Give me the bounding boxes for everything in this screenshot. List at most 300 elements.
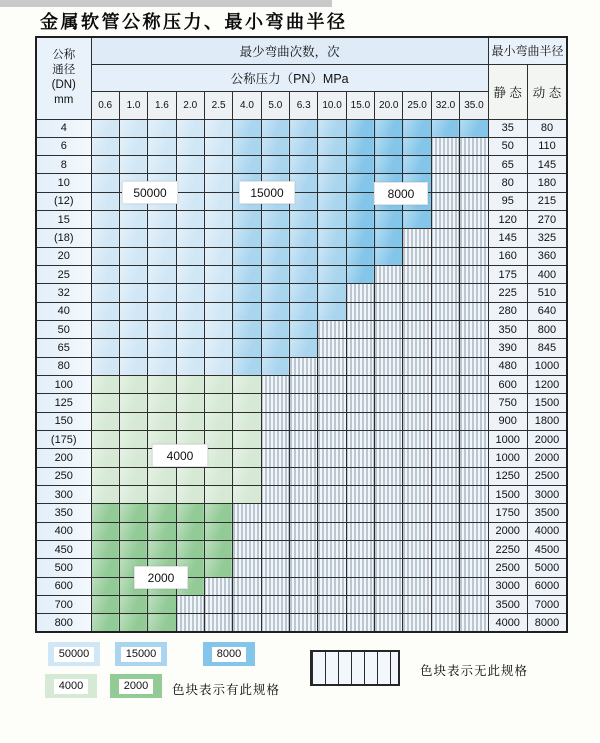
legend-swatch-8000 <box>203 642 255 666</box>
table-row <box>36 302 567 320</box>
dynamic-value-cell: 800 <box>527 321 567 339</box>
table-row <box>36 156 567 174</box>
cell-spec <box>318 156 346 174</box>
cycle-count-label-8000: 8000 <box>374 182 428 205</box>
cell-spec <box>346 192 374 210</box>
cell-spec <box>403 137 431 155</box>
cell-no-spec <box>403 449 431 467</box>
cell-spec <box>176 486 204 504</box>
cell-spec <box>346 211 374 229</box>
cell-spec <box>148 302 176 320</box>
cell-spec <box>261 137 289 155</box>
cell-no-spec <box>346 302 374 320</box>
dn-cell: 400 <box>36 522 91 540</box>
dn-cell: (12) <box>36 192 91 210</box>
cell-spec <box>91 229 119 247</box>
cell-no-spec <box>318 394 346 412</box>
cell-spec <box>318 284 346 302</box>
cell-no-spec <box>290 412 318 430</box>
cell-spec <box>233 266 261 284</box>
table-row <box>36 522 567 540</box>
cell-no-spec <box>460 302 489 320</box>
cell-spec <box>119 431 147 449</box>
cell-no-spec <box>460 504 489 522</box>
cell-no-spec <box>431 467 459 485</box>
cell-spec <box>233 284 261 302</box>
cell-no-spec <box>431 522 459 540</box>
cell-spec <box>148 211 176 229</box>
dn-header-line: 公称 <box>52 49 76 62</box>
pressure-col-header: 5.0 <box>261 91 289 119</box>
cell-no-spec <box>261 376 289 394</box>
cell-spec <box>176 137 204 155</box>
cell-spec <box>204 247 232 265</box>
table-row <box>36 486 567 504</box>
cell-no-spec <box>375 394 403 412</box>
cell-no-spec <box>403 302 431 320</box>
cell-no-spec <box>346 376 374 394</box>
cell-spec <box>318 266 346 284</box>
static-value-cell: 390 <box>488 339 527 357</box>
static-value-cell: 160 <box>488 247 527 265</box>
cell-spec <box>176 522 204 540</box>
cell-spec <box>91 522 119 540</box>
table-row <box>36 412 567 430</box>
cell-spec <box>91 504 119 522</box>
cell-no-spec <box>346 284 374 302</box>
cell-spec <box>119 376 147 394</box>
dynamic-value-cell: 80 <box>527 119 567 137</box>
cell-spec <box>261 119 289 137</box>
cell-no-spec <box>261 614 289 632</box>
pressure-col-header: 25.0 <box>403 91 431 119</box>
cell-no-spec <box>233 577 261 595</box>
legend-label: 15000 <box>121 647 162 662</box>
pressure-header: 公称压力（PN）MPa <box>91 64 488 91</box>
cell-no-spec <box>375 412 403 430</box>
cell-no-spec <box>431 266 459 284</box>
cell-spec <box>233 229 261 247</box>
cell-no-spec <box>261 559 289 577</box>
table-row <box>36 596 567 614</box>
cell-spec <box>204 302 232 320</box>
cell-spec <box>346 266 374 284</box>
cell-no-spec <box>290 522 318 540</box>
cell-spec <box>346 247 374 265</box>
table-row <box>36 376 567 394</box>
cell-no-spec <box>403 394 431 412</box>
cell-spec <box>176 211 204 229</box>
static-value-cell: 350 <box>488 321 527 339</box>
legend-swatch-2000 <box>110 674 162 698</box>
table-row <box>36 211 567 229</box>
dn-cell: 600 <box>36 577 91 595</box>
table-row <box>36 577 567 595</box>
table-row <box>36 247 567 265</box>
cell-no-spec <box>403 321 431 339</box>
cell-spec <box>148 596 176 614</box>
cell-no-spec <box>318 614 346 632</box>
cell-no-spec <box>460 431 489 449</box>
cell-no-spec <box>431 614 459 632</box>
dynamic-value-cell: 5000 <box>527 559 567 577</box>
dynamic-value-cell: 2000 <box>527 449 567 467</box>
pressure-col-header: 1.6 <box>148 91 176 119</box>
cell-spec <box>119 137 147 155</box>
cell-no-spec <box>375 596 403 614</box>
cell-spec <box>261 266 289 284</box>
cell-no-spec <box>318 559 346 577</box>
cell-no-spec <box>403 504 431 522</box>
cell-spec <box>176 467 204 485</box>
static-value-cell: 1000 <box>488 449 527 467</box>
cell-spec <box>148 614 176 632</box>
static-value-cell: 4000 <box>488 614 527 632</box>
cell-spec <box>91 339 119 357</box>
cell-spec <box>375 156 403 174</box>
cell-no-spec <box>375 357 403 375</box>
table-row <box>36 431 567 449</box>
dn-cell: 250 <box>36 467 91 485</box>
cell-spec <box>318 119 346 137</box>
cell-no-spec <box>460 266 489 284</box>
cell-spec <box>91 559 119 577</box>
dn-cell: (18) <box>36 229 91 247</box>
cell-spec <box>119 449 147 467</box>
table-row <box>36 321 567 339</box>
cell-no-spec <box>233 559 261 577</box>
cell-spec <box>233 156 261 174</box>
cell-no-spec <box>460 357 489 375</box>
cell-spec <box>290 302 318 320</box>
cell-spec <box>204 486 232 504</box>
cell-spec <box>261 357 289 375</box>
cell-no-spec <box>403 431 431 449</box>
cell-no-spec <box>290 577 318 595</box>
cell-spec <box>148 284 176 302</box>
cell-no-spec <box>431 394 459 412</box>
cell-spec <box>403 156 431 174</box>
cell-spec <box>176 302 204 320</box>
cell-no-spec <box>403 284 431 302</box>
cell-spec <box>176 357 204 375</box>
cell-no-spec <box>403 614 431 632</box>
cell-spec <box>91 449 119 467</box>
cell-spec <box>176 156 204 174</box>
cell-no-spec <box>460 137 489 155</box>
cell-no-spec <box>346 577 374 595</box>
cell-no-spec <box>318 504 346 522</box>
table-row <box>36 266 567 284</box>
cell-no-spec <box>403 229 431 247</box>
cell-spec <box>91 119 119 137</box>
cell-no-spec <box>460 596 489 614</box>
cell-spec <box>204 339 232 357</box>
cell-spec <box>119 156 147 174</box>
cell-spec <box>148 486 176 504</box>
cell-spec <box>233 376 261 394</box>
pressure-col-header: 35.0 <box>460 91 489 119</box>
cell-spec <box>204 394 232 412</box>
dn-header-line: mm <box>54 94 74 107</box>
cell-no-spec <box>431 339 459 357</box>
cell-spec <box>233 412 261 430</box>
cell-spec <box>148 522 176 540</box>
cell-no-spec <box>346 522 374 540</box>
cell-no-spec <box>261 541 289 559</box>
cell-spec <box>204 467 232 485</box>
cell-no-spec <box>261 522 289 540</box>
cell-spec <box>204 376 232 394</box>
cell-spec <box>91 431 119 449</box>
dynamic-value-cell: 180 <box>527 174 567 192</box>
cell-spec <box>261 156 289 174</box>
cell-spec <box>176 284 204 302</box>
cell-no-spec <box>431 596 459 614</box>
cell-spec <box>261 302 289 320</box>
table-row <box>36 449 567 467</box>
cell-no-spec <box>290 559 318 577</box>
dn-header-cell <box>36 37 91 119</box>
cell-spec <box>148 321 176 339</box>
table-row <box>36 192 567 210</box>
pressure-col-header: 10.0 <box>318 91 346 119</box>
cell-spec <box>148 357 176 375</box>
cell-spec <box>176 247 204 265</box>
cell-no-spec <box>460 339 489 357</box>
cell-no-spec <box>460 156 489 174</box>
cell-spec <box>346 137 374 155</box>
cell-spec <box>346 174 374 192</box>
cell-spec <box>176 192 204 210</box>
dn-cell: 4 <box>36 119 91 137</box>
cell-no-spec <box>431 357 459 375</box>
cell-spec <box>290 247 318 265</box>
static-value-cell: 2000 <box>488 522 527 540</box>
cell-spec <box>176 376 204 394</box>
cell-no-spec <box>431 431 459 449</box>
cell-spec <box>148 412 176 430</box>
cell-no-spec <box>290 449 318 467</box>
cell-spec <box>148 541 176 559</box>
cell-spec <box>91 266 119 284</box>
cell-spec <box>233 486 261 504</box>
cell-no-spec <box>318 541 346 559</box>
cell-spec <box>119 321 147 339</box>
cell-no-spec <box>403 339 431 357</box>
static-value-cell: 95 <box>488 192 527 210</box>
cell-no-spec <box>403 541 431 559</box>
cell-no-spec <box>261 449 289 467</box>
cell-no-spec <box>290 614 318 632</box>
cell-spec <box>148 156 176 174</box>
cell-no-spec <box>233 614 261 632</box>
dynamic-value-cell: 400 <box>527 266 567 284</box>
cell-spec <box>233 339 261 357</box>
cell-no-spec <box>290 596 318 614</box>
dn-cell: 15 <box>36 211 91 229</box>
cell-no-spec <box>318 376 346 394</box>
cell-spec <box>233 394 261 412</box>
cell-spec <box>290 137 318 155</box>
cell-no-spec <box>431 137 459 155</box>
cell-spec <box>204 449 232 467</box>
cell-spec <box>233 119 261 137</box>
cycle-count-label-2000: 2000 <box>134 566 188 589</box>
cell-spec <box>375 137 403 155</box>
static-value-cell: 280 <box>488 302 527 320</box>
cell-spec <box>148 137 176 155</box>
cell-spec <box>375 211 403 229</box>
dn-cell: 200 <box>36 449 91 467</box>
cell-spec <box>375 119 403 137</box>
table-row <box>36 357 567 375</box>
cell-spec <box>119 486 147 504</box>
cell-spec <box>204 559 232 577</box>
dynamic-value-cell: 3500 <box>527 504 567 522</box>
cycle-count-label-50000: 50000 <box>122 181 178 204</box>
cell-spec <box>176 504 204 522</box>
cell-no-spec <box>431 486 459 504</box>
cell-spec <box>91 394 119 412</box>
cell-no-spec <box>346 486 374 504</box>
cell-no-spec <box>318 577 346 595</box>
cell-no-spec <box>431 376 459 394</box>
cell-spec <box>119 211 147 229</box>
dn-cell: (175) <box>36 431 91 449</box>
pressure-col-header: 1.0 <box>119 91 147 119</box>
static-value-cell: 50 <box>488 137 527 155</box>
dn-cell: 25 <box>36 266 91 284</box>
cell-spec <box>431 119 459 137</box>
dn-cell: 700 <box>36 596 91 614</box>
cell-no-spec <box>460 376 489 394</box>
table-row <box>36 284 567 302</box>
cell-no-spec <box>403 596 431 614</box>
pressure-col-header: 0.6 <box>91 91 119 119</box>
cell-no-spec <box>233 522 261 540</box>
cell-no-spec <box>375 266 403 284</box>
pressure-col-header: 15.0 <box>346 91 374 119</box>
spec-table <box>35 36 568 633</box>
cell-spec <box>119 119 147 137</box>
cell-spec <box>119 412 147 430</box>
scan-artifact-strip <box>0 0 332 7</box>
cell-spec <box>148 467 176 485</box>
cell-no-spec <box>346 559 374 577</box>
static-value-cell: 175 <box>488 266 527 284</box>
cell-spec <box>261 339 289 357</box>
cell-no-spec <box>346 357 374 375</box>
cell-no-spec <box>431 541 459 559</box>
cell-no-spec <box>375 486 403 504</box>
cell-no-spec <box>346 431 374 449</box>
cell-spec <box>290 156 318 174</box>
cell-spec <box>119 614 147 632</box>
static-value-cell: 2250 <box>488 541 527 559</box>
cell-spec <box>318 229 346 247</box>
cell-no-spec <box>431 577 459 595</box>
cell-no-spec <box>375 504 403 522</box>
cell-no-spec <box>460 486 489 504</box>
cell-spec <box>204 174 232 192</box>
cell-no-spec <box>261 412 289 430</box>
cell-no-spec <box>460 541 489 559</box>
cell-no-spec <box>290 504 318 522</box>
cell-spec <box>233 321 261 339</box>
static-value-cell: 65 <box>488 156 527 174</box>
cell-spec <box>176 266 204 284</box>
cell-spec <box>91 541 119 559</box>
dn-cell: 350 <box>36 504 91 522</box>
cell-no-spec <box>431 192 459 210</box>
cell-spec <box>119 266 147 284</box>
cell-no-spec <box>346 321 374 339</box>
dynamic-value-cell: 1500 <box>527 394 567 412</box>
cell-spec <box>290 321 318 339</box>
dynamic-value-cell: 215 <box>527 192 567 210</box>
cell-spec <box>204 431 232 449</box>
legend-label: 50000 <box>54 647 95 662</box>
dn-cell: 450 <box>36 541 91 559</box>
legend-swatch-4000 <box>45 674 97 698</box>
dn-cell: 50 <box>36 321 91 339</box>
pressure-col-header: 2.0 <box>176 91 204 119</box>
cell-spec <box>375 247 403 265</box>
static-value-cell: 480 <box>488 357 527 375</box>
cell-spec <box>91 577 119 595</box>
cell-no-spec <box>346 412 374 430</box>
cell-spec <box>204 504 232 522</box>
cell-no-spec <box>346 467 374 485</box>
cell-no-spec <box>290 394 318 412</box>
cell-no-spec <box>431 302 459 320</box>
dynamic-value-cell: 110 <box>527 137 567 155</box>
cell-spec <box>204 119 232 137</box>
static-value-cell: 1000 <box>488 431 527 449</box>
cycle-count-label-4000: 4000 <box>152 444 208 467</box>
cell-no-spec <box>261 431 289 449</box>
cell-no-spec <box>431 156 459 174</box>
dn-cell: 300 <box>36 486 91 504</box>
cell-no-spec <box>375 284 403 302</box>
cell-no-spec <box>204 596 232 614</box>
dynamic-value-cell: 1800 <box>527 412 567 430</box>
cell-spec <box>403 211 431 229</box>
table-row <box>36 541 567 559</box>
cell-no-spec <box>204 614 232 632</box>
table-row <box>36 339 567 357</box>
static-value-cell: 3500 <box>488 596 527 614</box>
cell-no-spec <box>375 577 403 595</box>
cell-spec <box>233 137 261 155</box>
dynamic-value-cell: 640 <box>527 302 567 320</box>
cell-spec <box>176 541 204 559</box>
cell-spec <box>176 119 204 137</box>
radius-header: 最小弯曲半径 <box>488 37 567 64</box>
dynamic-value-cell: 2500 <box>527 467 567 485</box>
cell-spec <box>233 247 261 265</box>
cell-spec <box>119 596 147 614</box>
cell-no-spec <box>460 577 489 595</box>
cell-spec <box>119 284 147 302</box>
cell-spec <box>119 339 147 357</box>
cell-no-spec <box>290 486 318 504</box>
cell-spec <box>204 412 232 430</box>
cell-no-spec <box>375 467 403 485</box>
static-value-cell: 35 <box>488 119 527 137</box>
cell-spec <box>148 376 176 394</box>
